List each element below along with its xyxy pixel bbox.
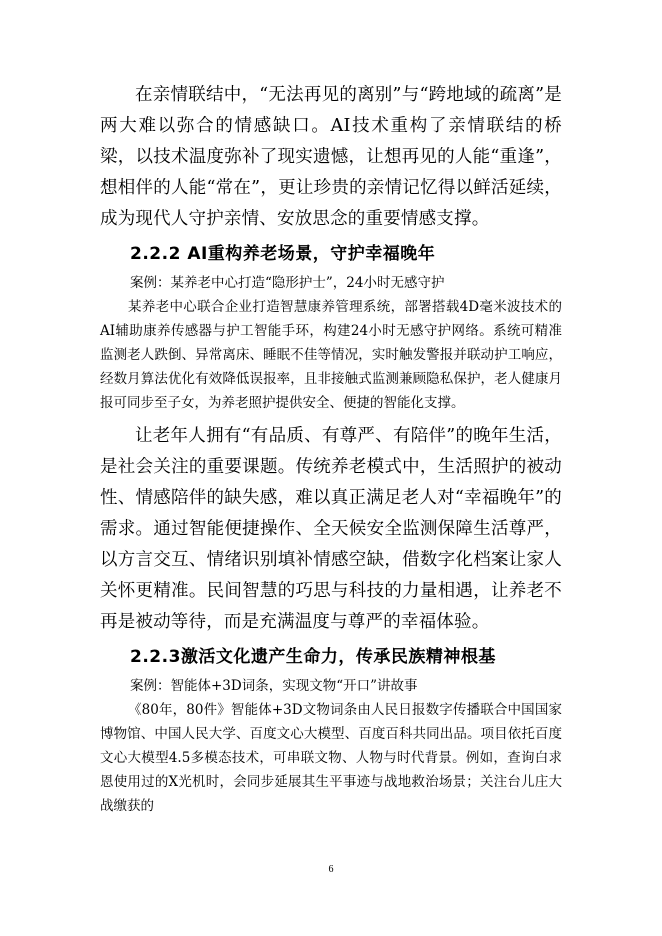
case-title-elderly-care: 案例：某养老中心打造“隐形护士”，24小时无感守护 xyxy=(130,275,445,291)
paragraph-elderly-life: 让老年人拥有“有品质、有尊严、有陪伴”的晚年生活，是社会关注的重要课题。传统养老模式中，生活照护的被动性、情感陪伴的缺失感，难以真正满足老人对“幸福晚年”的需求。通过智能便捷操作、全天候安全监测保障生活尊严，以方言交互、情绪识别填补情感空缺，借数字化档案让家人关怀更精准。民间智慧的巧思与科技的力量相遇，让养老不再是被动等待，而是充满温度与尊严的幸福体验。 xyxy=(100,426,562,632)
page-content xyxy=(100,80,562,818)
paragraph-family-bonds: 在亲情联结中，“无法再见的离别”与“跨地域的疏离”是两大难以弥合的情感缺口。AI技术重构了亲情联结的桥梁，以技术温度弥补了现实遗憾，让想再见的人能“重逢”，想相伴的人能“常在”，更让珍贵的亲情记忆得以鲜活延续，成为现代人守护亲情、安放思念的重要情感支撑。 xyxy=(100,85,562,229)
case-title-cultural-heritage: 案例：智能体+3D词条，实现文物“开口”讲故事 xyxy=(130,678,418,694)
page-number: 6 xyxy=(328,864,334,875)
section-heading-2-2-2: 2.2.2 AI重构养老场景，守护幸福晚年 xyxy=(130,244,436,264)
case-body-cultural-heritage: 《80年，80件》智能体+3D文物词条由人民日报数字传播联合中国国家博物馆、中国人民大学、百度文心大模型、百度百科共同出品。项目依托百度文心大模型4.5多模态技术，可串联文物、人物与时代背景。例如，查询白求恩使用过的X光机时，会同步延展其生平事迹与战地救治场景；关注台儿庄大战缴获的 xyxy=(100,702,562,814)
case-body-elderly-care: 某养老中心联合企业打造智慧康养管理系统，部署搭载4D毫米波技术的AI辅助康养传感器与护工智能手环，构建24小时无感守护网络。系统可精准监测老人跌倒、异常离床、睡眠不佳等情况，实时触发警报并联动护工响应，经数月算法优化有效降低误报率，且非接触式监测兼顾隐私保护，老人健康月报可同步至子女，为养老照护提供安全、便捷的智能化支撑。 xyxy=(100,299,562,411)
section-heading-2-2-3: 2.2.3激活文化遗产生命力，传承民族精神根基 xyxy=(130,647,496,667)
